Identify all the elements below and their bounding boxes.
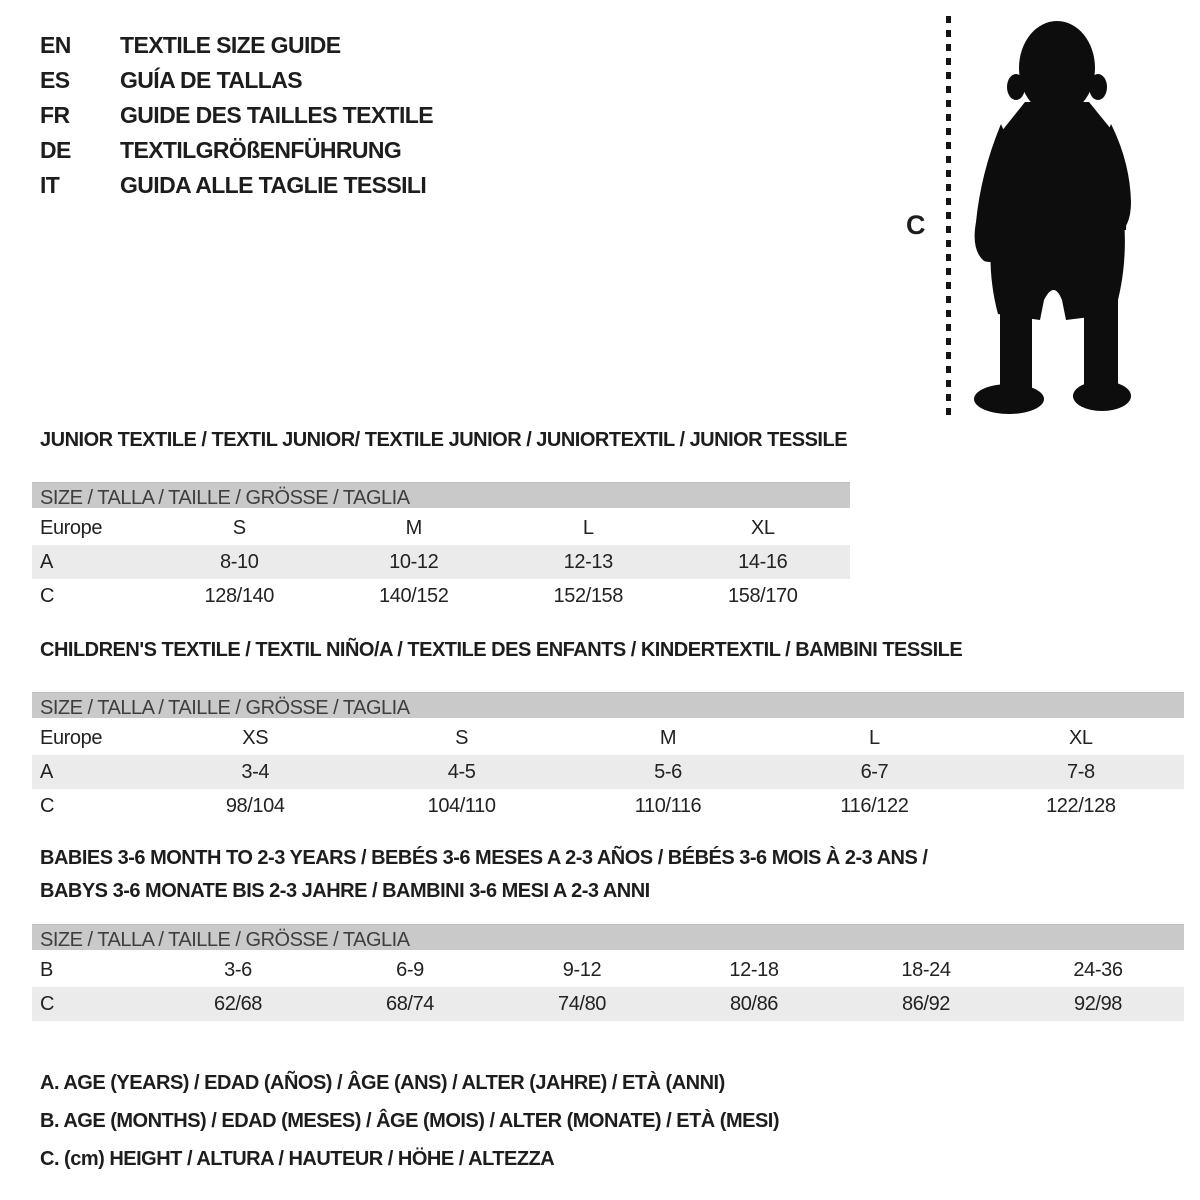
table-cell: 62/68 (213, 992, 263, 1015)
column-header: S (232, 516, 246, 539)
table-cell: 3-6 (224, 958, 252, 981)
row-label: A (40, 760, 53, 783)
language-title: GUIDA ALLE TAGLIE TESSILI (120, 172, 427, 198)
table-cell: 74/80 (557, 992, 607, 1015)
column-header: M (659, 726, 677, 749)
table-cell: 104/110 (427, 794, 496, 817)
size-header-bar: SIZE / TALLA / TAILLE / GRÖSSE / TAGLIA (32, 692, 1184, 721)
column-header: XL (750, 516, 775, 539)
table-cell: 128/140 (204, 584, 274, 607)
column-header: L (582, 516, 594, 539)
language-title: TEXTILGRÖßENFÜHRUNG (120, 137, 402, 163)
junior-section-title: JUNIOR TEXTILE / TEXTIL JUNIOR/ TEXTILE JUNIOR / JUNIORTEXTIL / JUNIOR TESSILE (40, 429, 848, 451)
children-section (32, 638, 1184, 823)
column-header: Europe (40, 726, 103, 749)
table-cell: 18-24 (901, 958, 951, 981)
babies-section (32, 846, 1184, 1021)
legend-line-b: B. AGE (MONTHS) / EDAD (MESES) / ÂGE (MOIS) / ALTER (MONATE) / ETÀ (MESI) (40, 1110, 780, 1132)
table-cell: 98/104 (225, 794, 285, 817)
table-cell: 122/128 (1046, 794, 1116, 817)
language-row-en (40, 28, 433, 63)
table-cell: 7-8 (1066, 760, 1095, 783)
column-header: M (405, 516, 422, 539)
table-cell: 80/86 (729, 992, 779, 1015)
table-cell: 8-10 (220, 550, 259, 573)
toddler-silhouette-icon (963, 12, 1151, 424)
column-header: Europe (40, 516, 103, 539)
table-cell: 152/158 (553, 584, 623, 607)
language-row-de (40, 133, 433, 168)
language-title: GUIDE DES TAILLES TEXTILE (120, 102, 433, 128)
legend-line-c: C. (cm) HEIGHT / ALTURA / HAUTEUR / HÖHE / ALTEZZA (40, 1148, 555, 1170)
table-cell: 12-18 (729, 958, 779, 981)
babies-section-title: BABIES 3-6 MONTH TO 2-3 YEARS / BEBÉS 3-6 MESES A 2-3 AÑOS / BÉBÉS 3-6 MOIS À 2-3 ANS / BABYS 3-6 MONATE BIS 2-3 JAHRE / BAMBINI 3-6 MESI A 2-3 ANNI (40, 847, 928, 902)
table-row-age (32, 755, 1184, 789)
table-cell: 10-12 (389, 550, 439, 573)
table-row-height (32, 789, 1184, 823)
row-label: B (40, 958, 53, 981)
table-cell: 24-36 (1073, 958, 1123, 981)
table-row-columns (32, 721, 1184, 755)
table-cell: 140/152 (379, 584, 449, 607)
table-cell: 116/122 (840, 794, 909, 817)
children-size-table (32, 692, 1184, 823)
language-code: EN (40, 32, 71, 58)
language-code: IT (40, 172, 60, 198)
table-cell: 3-4 (241, 760, 270, 783)
language-title: TEXTILE SIZE GUIDE (120, 32, 341, 58)
column-header: L (869, 726, 880, 749)
row-label: A (40, 550, 53, 573)
table-cell: 110/116 (634, 794, 702, 817)
row-label: C (40, 794, 55, 817)
table-cell: 4-5 (447, 760, 476, 783)
language-code: FR (40, 102, 70, 128)
table-cell: 158/170 (728, 584, 798, 607)
legend-block (40, 1064, 779, 1178)
table-cell: 9-12 (562, 958, 602, 981)
height-measure-label: C (906, 210, 925, 240)
language-row-fr (40, 98, 433, 133)
language-code: ES (40, 67, 70, 93)
column-header: XS (242, 726, 269, 749)
language-title: GUÍA DE TALLAS (120, 67, 302, 93)
table-row-height (32, 987, 1184, 1021)
language-row-it (40, 168, 433, 203)
size-header-bar: SIZE / TALLA / TAILLE / GRÖSSE / TAGLIA (32, 924, 1184, 953)
language-title-block (40, 28, 433, 203)
column-header: S (455, 726, 469, 749)
babies-size-table (32, 924, 1184, 1021)
legend-line-a: A. AGE (YEARS) / EDAD (AÑOS) / ÂGE (ANS) / ALTER (JAHRE) / ETÀ (ANNI) (40, 1072, 725, 1094)
column-header: XL (1068, 726, 1093, 749)
table-cell: 86/92 (901, 992, 951, 1015)
table-cell: 68/74 (385, 992, 435, 1015)
children-section-title: CHILDREN'S TEXTILE / TEXTIL NIÑO/A / TEXTILE DES ENFANTS / KINDERTEXTIL / BAMBINI TESSILE (40, 639, 963, 661)
table-row-height (32, 579, 850, 613)
height-measure-dashed-line (946, 16, 951, 416)
language-code: DE (40, 137, 71, 163)
table-row-age (32, 545, 850, 579)
table-cell: 6-9 (396, 958, 424, 981)
junior-section (32, 428, 850, 613)
table-row-columns (32, 511, 850, 545)
table-cell: 12-13 (563, 550, 613, 573)
size-header-bar: SIZE / TALLA / TAILLE / GRÖSSE / TAGLIA (32, 482, 850, 511)
row-label: C (40, 584, 55, 607)
table-row-age-months (32, 953, 1184, 987)
table-cell: 92/98 (1073, 992, 1123, 1015)
table-cell: 5-6 (654, 760, 682, 783)
table-cell: 6-7 (860, 760, 889, 783)
junior-size-table (32, 482, 850, 613)
row-label: C (40, 992, 55, 1015)
table-cell: 14-16 (738, 550, 788, 573)
language-row-es (40, 63, 433, 98)
